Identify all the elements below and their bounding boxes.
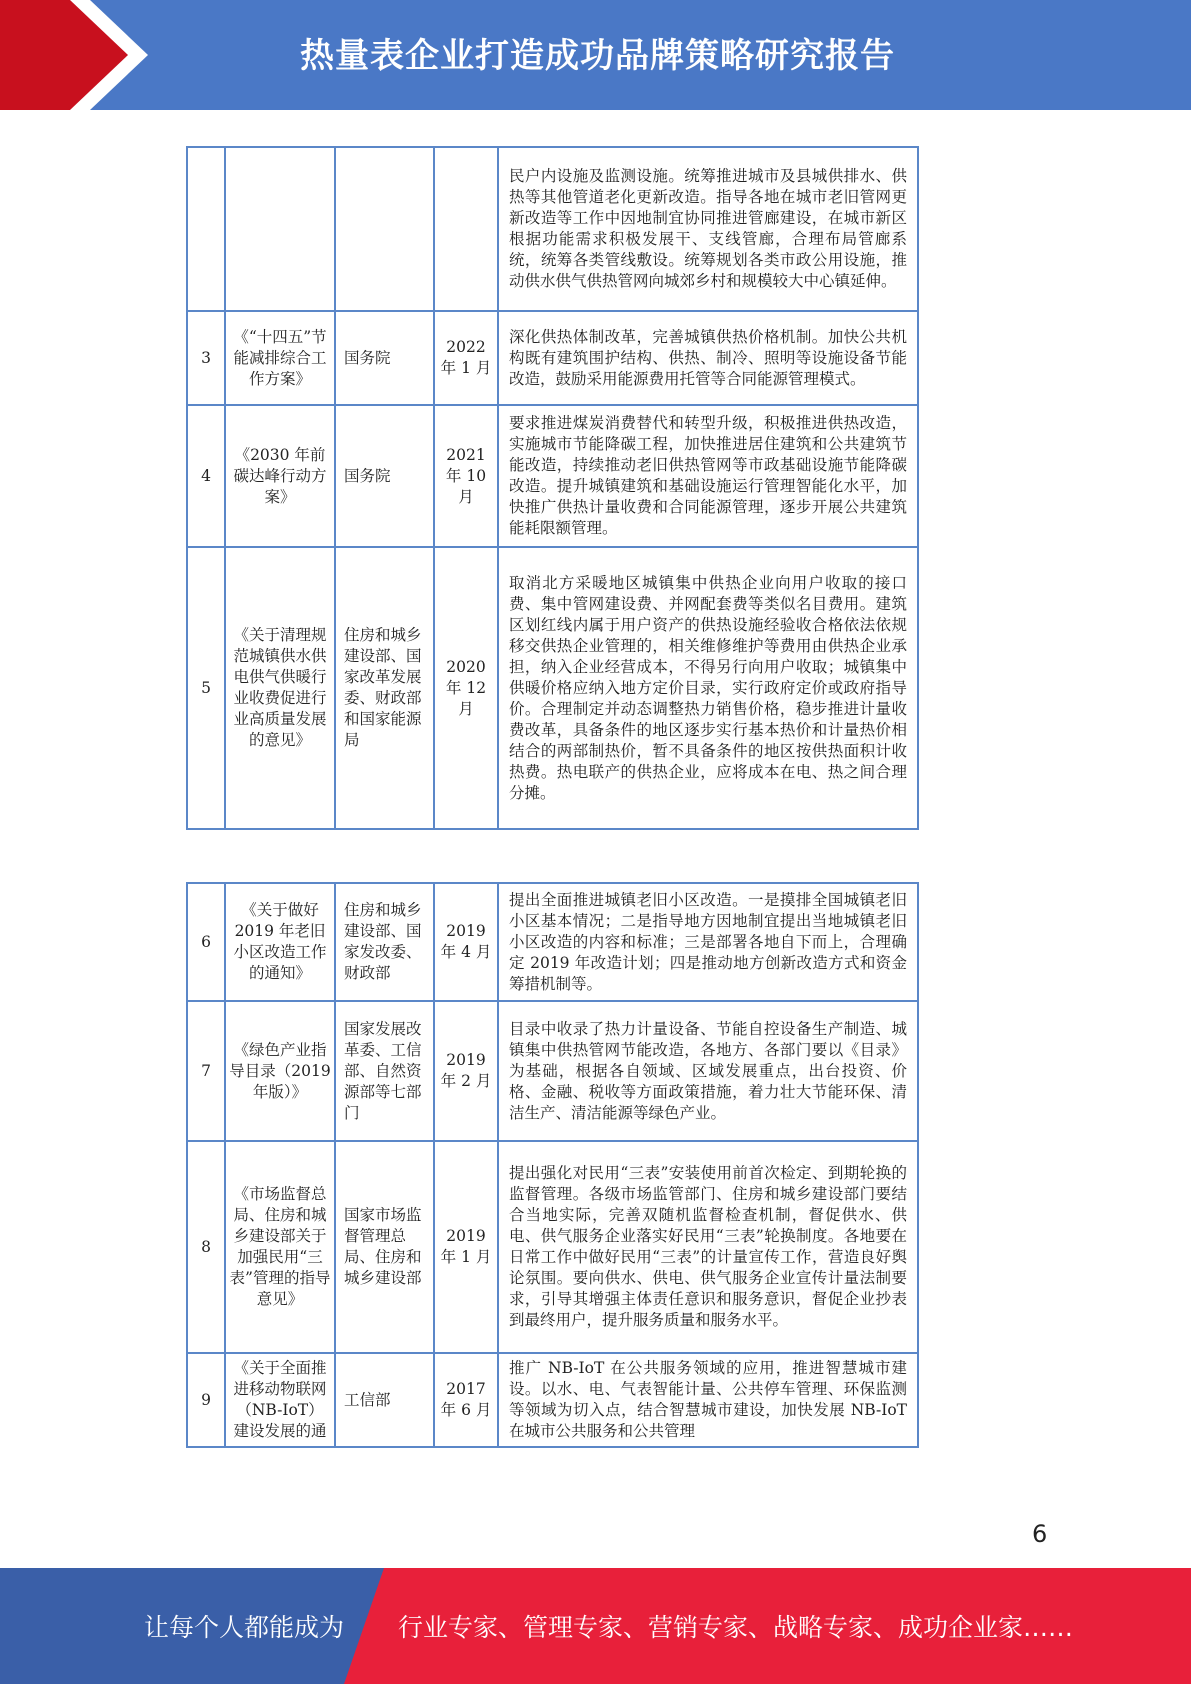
- footer-slogan-right: 行业专家、管理专家、营销专家、战略专家、成功企业家……: [398, 1613, 1074, 1642]
- policy-content: 深化供热体制改革，完善城镇供热价格机制。加快公共机构既有建筑围护结构、供热、制冷、照明等设施设备节能改造，鼓励采用能源费用托管等合同能源管理模式。: [498, 311, 918, 405]
- table-row: [187, 1353, 918, 1447]
- footer-slogan-left: 让每个人都能成为: [144, 1613, 345, 1642]
- table-row: [187, 1001, 918, 1141]
- policy-content: 提出全面推进城镇老旧小区改造。一是摸排全国城镇老旧小区基本情况；二是指导地方因地制宜提出当地城镇老旧小区改造的内容和标准；三是部署各地自下而上，合理确定 2019 年改造计划；四是推动地方创新改造方式和资金筹措机制等。: [498, 883, 918, 1001]
- policy-table-part-1: [186, 146, 919, 830]
- issue-date: 2019 年 4 月: [434, 883, 498, 1001]
- issuing-org: 住房和城乡建设部、国家改革发展委、财政部和国家能源局: [335, 547, 434, 829]
- table-row: [187, 1141, 918, 1353]
- page-footer: [0, 1568, 1191, 1684]
- policy-name: 《“十四五”节能减排综合工作方案》: [225, 311, 335, 405]
- issue-date: 2020 年 12 月: [434, 547, 498, 829]
- issuing-org: 工信部: [335, 1353, 434, 1447]
- issue-date: 2017 年 6 月: [434, 1353, 498, 1447]
- policy-content: 要求推进煤炭消费替代和转型升级，积极推进供热改造，实施城市节能降碳工程，加快推进居住建筑和公共建筑节能改造，持续推动老旧供热管网等市政基础设施节能降碳改造。提升城镇建筑和基础设施运行管理智能化水平，加快推广供热计量收费和合同能源管理，逐步开展公共建筑能耗限额管理。: [498, 405, 918, 547]
- policy-content: 目录中收录了热力计量设备、节能自控设备生产制造、城镇集中供热管网节能改造，各地方、各部门要以《目录》为基础，根据各自领域、区域发展重点，出台投资、价格、金融、税收等方面政策措施，着力壮大节能环保、清洁生产、清洁能源等绿色产业。: [498, 1001, 918, 1141]
- policy-name: 《关于清理规范城镇供水供电供气供暖行业收费促进行业高质量发展的意见》: [225, 547, 335, 829]
- policy-content: 推广 NB-IoT 在公共服务领域的应用，推进智慧城市建设。以水、电、气表智能计量、公共停车管理、环保监测等领域为切入点，结合智慧城市建设，加快发展 NB-IoT 在城市公共服务和公共管理: [498, 1353, 918, 1447]
- header-red-arrow: [0, 0, 150, 110]
- issuing-org: 住房和城乡建设部、国家发改委、财政部: [335, 883, 434, 1001]
- policy-content: 民户内设施及监测设施。统筹推进城市及县城供排水、供热等其他管道老化更新改造。指导各地在城市老旧管网更新改造等工作中因地制宜协同推进管廊建设，在城市新区根据功能需求积极发展干、支线管廊，合理布局管廊系统，统筹各类管线敷设。统筹规划各类市政公用设施，推动供水供气供热管网向城郊乡村和规模较大中心镇延伸。: [498, 147, 918, 311]
- policy-content: 取消北方采暖地区城镇集中供热企业向用户收取的接口费、集中管网建设费、并网配套费等类似名目费用。建筑区划红线内属于用户资产的供热设施经验收合格依法依规移交供热企业管理的，相关维修维护等费用由供热企业承担，纳入企业经营成本，不得另行向用户收取；城镇集中供暖价格应纳入地方定价目录，实行政府定价或政府指导价。合理制定并动态调整热力销售价格，稳步推进计量收费改革，具备条件的地区逐步实行基本热价和计量热价相结合的两部制热价，暂不具备条件的地区按供热面积计收热费。热电联产的供热企业，应将成本在电、热之间合理分摊。: [498, 547, 918, 829]
- row-number: 6: [187, 883, 225, 1001]
- policy-name: [225, 147, 335, 311]
- issuing-org: 国家发展改革委、工信部、自然资源部等七部门: [335, 1001, 434, 1141]
- issue-date: 2019 年 1 月: [434, 1141, 498, 1353]
- table-row: [187, 147, 918, 311]
- policy-content: 提出强化对民用“三表”安装使用前首次检定、到期轮换的监督管理。各级市场监管部门、住房和城乡建设部门要结合当地实际，完善双随机监督检查机制，督促供水、供电、供气服务企业落实好民用“三表”轮换制度。各地要在日常工作中做好民用“三表”的计量宣传工作，营造良好舆论氛围。要向供水、供电、供气服务企业宣传计量法制要求，引导其增强主体责任意识和服务意识，督促企业抄表到最终用户，提升服务质量和服务水平。: [498, 1141, 918, 1353]
- row-number: 9: [187, 1353, 225, 1447]
- issue-date: 2021 年 10 月: [434, 405, 498, 547]
- row-number: 3: [187, 311, 225, 405]
- policy-name: 《绿色产业指导目录（2019 年版）》: [225, 1001, 335, 1141]
- page-header: [0, 0, 1191, 110]
- policy-table-part-2: [186, 882, 919, 1448]
- table-row: [187, 311, 918, 405]
- page-number: 6: [1032, 1520, 1048, 1548]
- row-number: 7: [187, 1001, 225, 1141]
- policy-name: 《2030 年前碳达峰行动方案》: [225, 405, 335, 547]
- row-number: 8: [187, 1141, 225, 1353]
- row-number: 5: [187, 547, 225, 829]
- table-row: [187, 547, 918, 829]
- issue-date: 2019 年 2 月: [434, 1001, 498, 1141]
- issue-date: [434, 147, 498, 311]
- table-row: [187, 883, 918, 1001]
- policy-name: 《市场监督总局、住房和城乡建设部关于加强民用“三表”管理的指导意见》: [225, 1141, 335, 1353]
- report-title: 热量表企业打造成功品牌策略研究报告: [300, 36, 895, 76]
- issue-date: 2022 年 1 月: [434, 311, 498, 405]
- policy-name: 《关于全面推进移动物联网（NB-IoT）建设发展的通: [225, 1353, 335, 1447]
- policy-name: 《关于做好 2019 年老旧小区改造工作的通知》: [225, 883, 335, 1001]
- issuing-org: 国务院: [335, 311, 434, 405]
- row-number: [187, 147, 225, 311]
- issuing-org: 国务院: [335, 405, 434, 547]
- row-number: 4: [187, 405, 225, 547]
- issuing-org: 国家市场监督管理总局、住房和城乡建设部: [335, 1141, 434, 1353]
- issuing-org: [335, 147, 434, 311]
- table-row: [187, 405, 918, 547]
